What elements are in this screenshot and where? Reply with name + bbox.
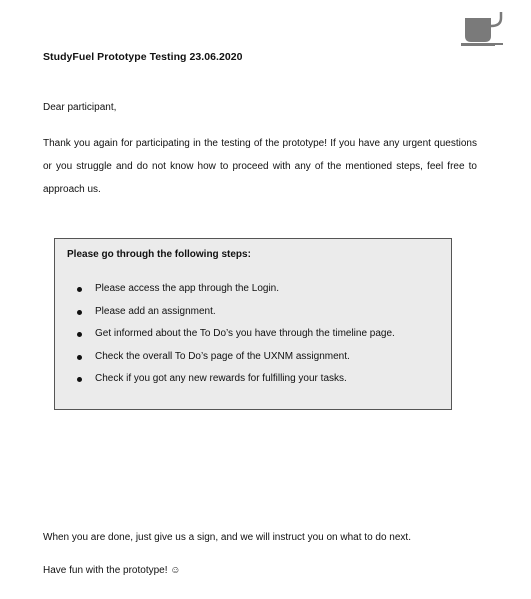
bullet-icon <box>77 377 82 382</box>
intro-paragraph: Thank you again for participating in the testing of the prototype! If you have any urgent questions or you struggle and do not know how to proceed with any of the mentioned steps, feel free to approach us. <box>43 138 477 195</box>
closing-line: Have fun with the prototype! ☺ <box>43 565 181 576</box>
document-title: StudyFuel Prototype Testing 23.06.2020 <box>43 51 243 63</box>
step-text: Get informed about the To Do’s you have through the timeline page. <box>95 328 395 339</box>
bullet-icon <box>77 287 82 292</box>
bullet-icon <box>77 355 82 360</box>
step-item <box>77 323 395 346</box>
bullet-icon <box>77 332 82 337</box>
step-item <box>77 346 395 369</box>
step-text: Check if you got any new rewards for fulfilling your tasks. <box>95 373 347 384</box>
outro-paragraph: When you are done, just give us a sign, and we will instruct you on what to do next. <box>43 532 411 543</box>
cup-with-cord-icon <box>461 12 505 48</box>
greeting: Dear participant, <box>43 102 117 113</box>
step-text: Check the overall To Do’s page of the UXNM assignment. <box>95 350 350 362</box>
step-text: Please access the app through the Login. <box>95 283 280 294</box>
step-item <box>77 278 395 301</box>
step-item <box>77 368 395 391</box>
steps-list <box>77 278 395 391</box>
step-text: Please add an assignment. <box>95 305 216 317</box>
step-item <box>77 301 395 324</box>
steps-heading: Please go through the following steps: <box>67 249 251 260</box>
steps-box <box>54 238 452 410</box>
bullet-icon <box>77 310 82 315</box>
